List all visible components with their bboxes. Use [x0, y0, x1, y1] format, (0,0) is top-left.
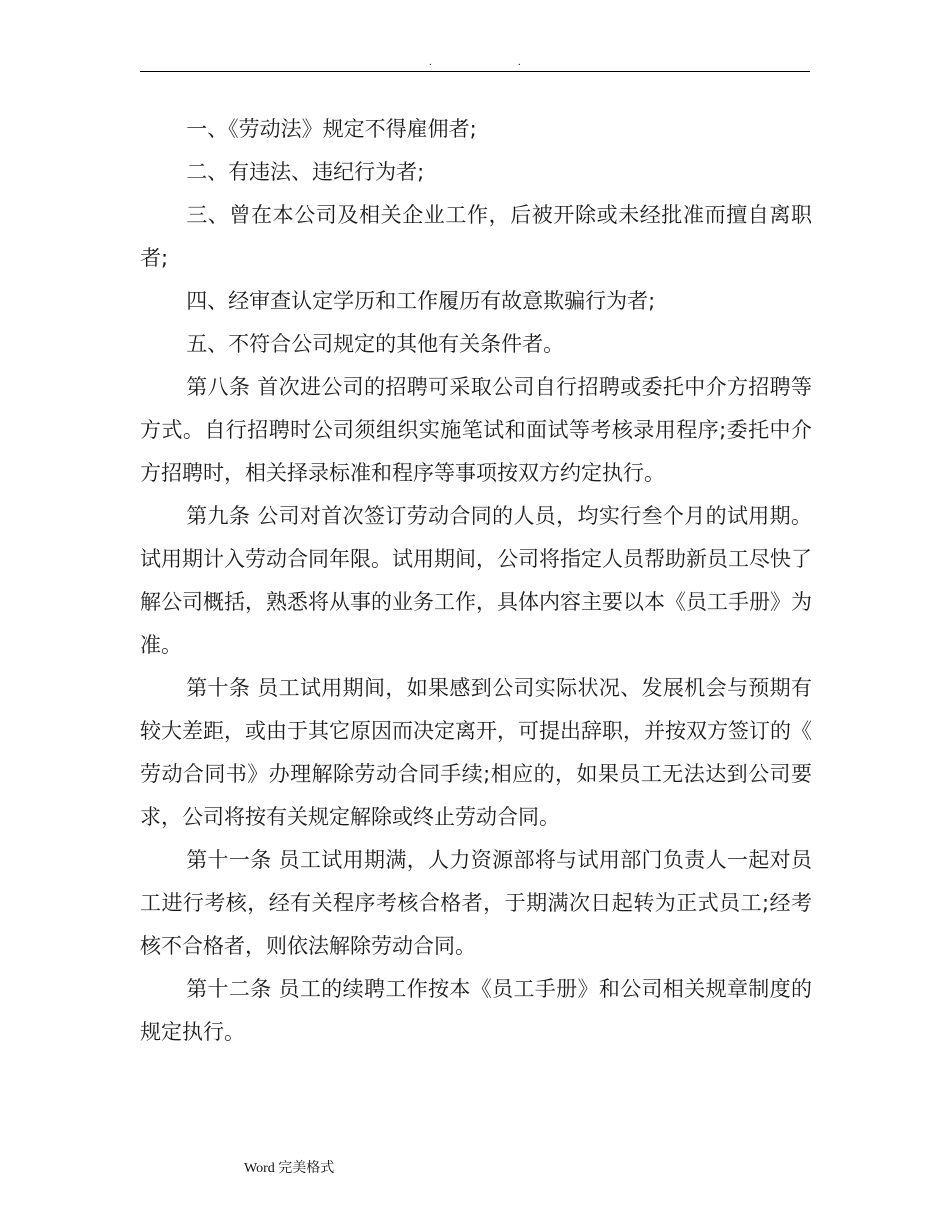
paragraph-article-11: 第十一条 员工试用期满，人力资源部将与试用部门负责人一起对员工进行考核，经有关程序考核合格者，于期满次日起转为正式员工;经考核不合格者，则依法解除劳动合同。 [140, 848, 812, 958]
paragraph-article-9: 第九条 公司对首次签订劳动合同的人员，均实行叁个月的试用期。试用期计入劳动合同年限。试用期间，公司将指定人员帮助新员工尽快了解公司概括，熟悉将从事的业务工作，具体内容主要以本《员工手册》为准。 [140, 504, 812, 657]
paragraph-article-10: 第十条 员工试用期间，如果感到公司实际状况、发展机会与预期有较大差距，或由于其它原因而决定离开，可提出辞职，并按双方签订的《劳动合同书》办理解除劳动合同手续;相应的，如果员工无法达到公司要求，公司将按有关规定解除或终止劳动合同。 [140, 676, 812, 829]
document-body [140, 108, 812, 1054]
header-rule [140, 71, 810, 72]
paragraph-article-8: 第八条 首次进公司的招聘可采取公司自行招聘或委托中介方招聘等方式。自行招聘时公司须组织实施笔试和面试等考核录用程序;委托中介方招聘时，相关择录标准和程序等事项按双方约定执行。 [140, 375, 812, 485]
paragraph-item-1: 一、《劳动法》规定不得雇佣者; [186, 117, 477, 141]
header-dot-right: . [518, 56, 521, 68]
paragraph-item-5: 五、不符合公司规定的其他有关条件者。 [186, 332, 565, 356]
paragraph-item-2: 二、有违法、违纪行为者; [186, 160, 425, 184]
footer-label: Word 完美格式 [244, 1161, 335, 1176]
paragraph-article-12: 第十二条 员工的续聘工作按本《员工手册》和公司相关规章制度的规定执行。 [140, 977, 812, 1044]
header-dot-left: . [429, 56, 432, 68]
paragraph-item-3: 三、曾在本公司及相关企业工作，后被开除或未经批准而擅自离职者; [140, 203, 812, 270]
paragraph-item-4: 四、经审查认定学历和工作履历有故意欺骗行为者; [186, 289, 656, 313]
